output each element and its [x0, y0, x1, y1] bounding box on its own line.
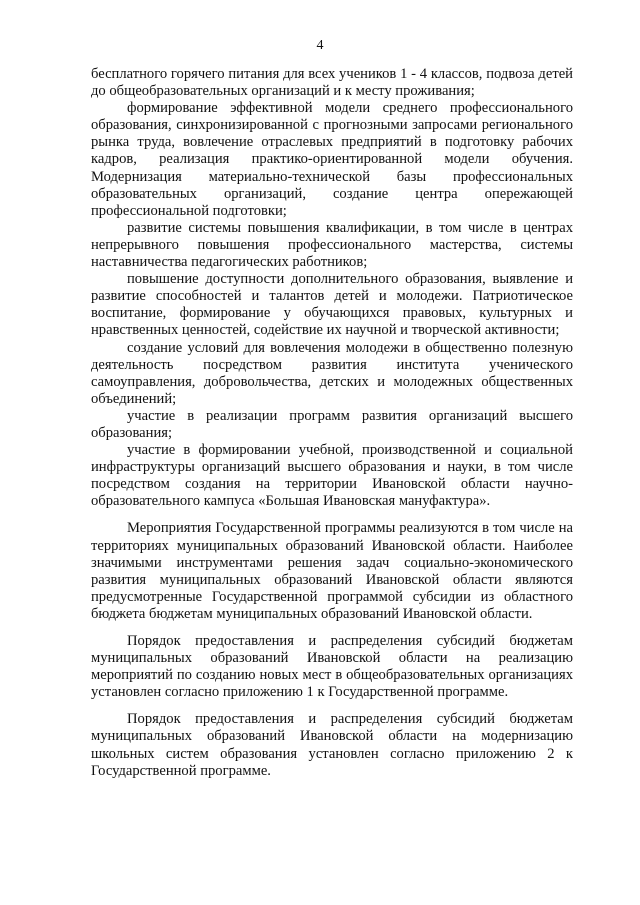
document-body — [91, 66, 573, 780]
paragraph-infrastructure-campus: участие в формировании учебной, производственной и социальной инфраструктуры организаций высшего образования и науки, в том числе посредством создания на территории Ивановской области научно-образовательного кампуса «Большая Ивановская мануфактура». — [91, 442, 573, 510]
paragraph-vocational-education: формирование эффективной модели среднего профессионального образования, синхронизированной с прогнозными запросами регионального рынка труда, вовлечение отраслевых предприятий в подготовку рабочих кадров, реализация практико-ориентированной модели обучения. Модернизация материально-технической базы профессиональных образовательных организаций, создание центра опережающей профессиональной подготовки; — [91, 100, 573, 219]
paragraph-qualification-system: развитие системы повышения квалификации, в том числе в центрах непрерывного повышения профессионального мастерства, системы наставничества педагогических работников; — [91, 219, 573, 271]
paragraph-higher-education-programs: участие в реализации программ развития организаций высшего образования; — [91, 407, 573, 441]
page-number: 4 — [316, 38, 324, 53]
paragraph-youth-engagement: создание условий для вовлечения молодежи в общественно полезную деятельность посредством развития института ученического самоуправления, добровольчества, детских и молодежных общественных объединений; — [91, 339, 573, 407]
paragraph-municipal-measures: Мероприятия Государственной программы реализуются в том числе на территориях муниципальных образований Ивановской области. Наиболее значимыми инструментами решения задач социально-экономического развития муниципальных образований Ивановской области являются предусмотренные Государственной программой субсидии из областного бюджета бюджетам муниципальных образований Ивановской области. — [91, 520, 573, 622]
paragraph-subsidy-new-places: Порядок предоставления и распределения субсидий бюджетам муниципальных образований Ивановской области на реализацию мероприятий по созданию новых мест в общеобразовательных организациях установлен согласно приложению 1 к Государственной программе. — [91, 633, 573, 701]
paragraph-hot-meals-continuation: бесплатного горячего питания для всех учеников 1 - 4 классов, подвоза детей до общеобразовательных организаций и к месту проживания; — [91, 66, 573, 100]
paragraph-subsidy-modernization: Порядок предоставления и распределения субсидий бюджетам муниципальных образований Ивановской области на модернизацию школьных систем образования установлен согласно приложению 2 к Государственной программе. — [91, 711, 573, 779]
paragraph-additional-education: повышение доступности дополнительного образования, выявление и развитие способностей и талантов детей и молодежи. Патриотическое воспитание, формирование у обучающихся правовых, культурных и нравственных ценностей, содействие их научной и творческой активности; — [91, 271, 573, 339]
